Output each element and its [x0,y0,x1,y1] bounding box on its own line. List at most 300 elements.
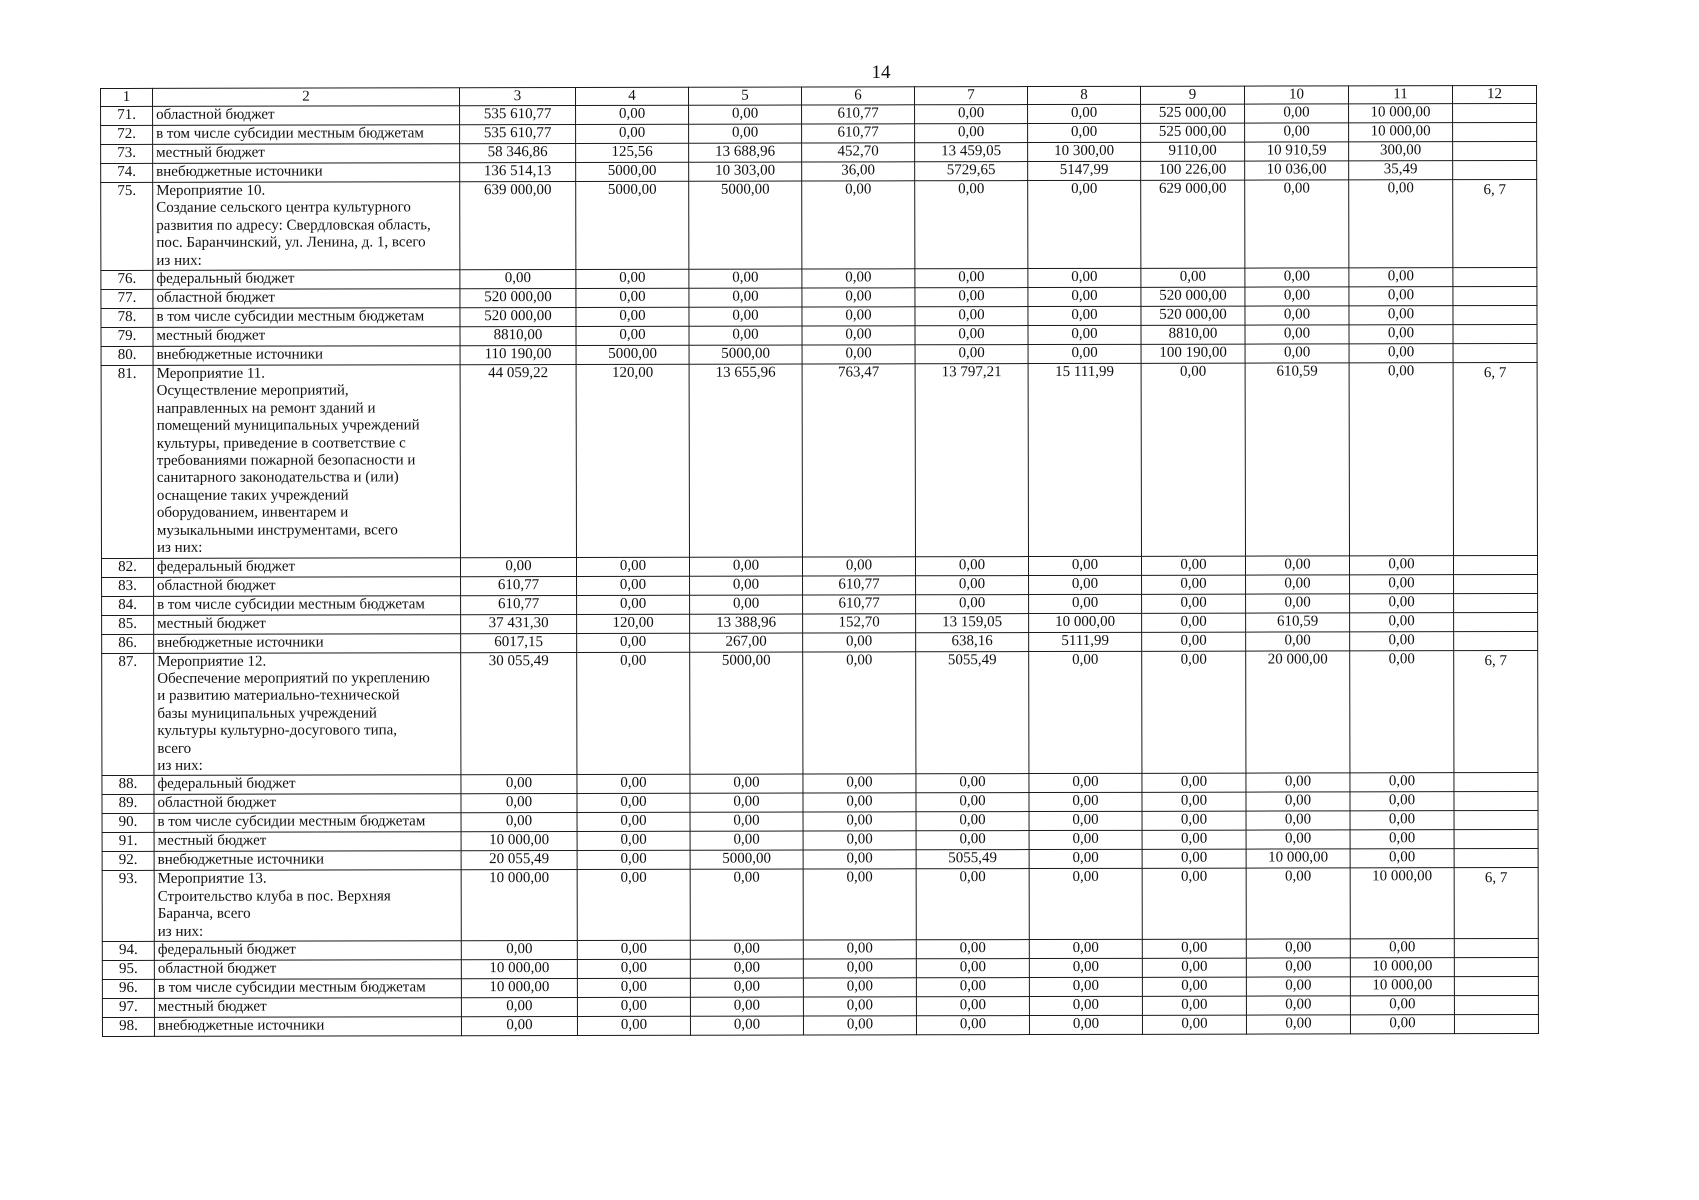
value-cell: 0,00 [460,270,576,289]
target-indicator-cell [1453,103,1537,122]
value-cell: 0,00 [1245,555,1349,574]
row-number: 95. [102,960,154,979]
value-cell: 0,00 [803,850,916,869]
row-name: федеральный бюджет [154,941,461,961]
row-number: 84. [102,596,154,615]
value-cell: 10 000,00 [1349,104,1453,123]
value-cell: 0,00 [576,557,689,576]
value-cell: 0,00 [802,326,915,345]
value-cell: 0,00 [915,345,1028,364]
target-indicator-cell [1454,995,1538,1014]
value-cell: 0,00 [1142,632,1246,651]
value-cell: 0,00 [1028,104,1141,123]
row-number: 80. [101,346,153,365]
value-cell: 5000,00 [576,162,689,181]
value-cell: 136 514,13 [460,163,576,182]
value-cell: 10 000,00 [1350,958,1454,977]
target-indicator-cell [1454,593,1538,612]
value-cell: 0,00 [916,594,1029,613]
value-cell: 10 000,00 [461,959,577,978]
value-cell: 0,00 [1142,977,1246,996]
value-cell: 0,00 [689,105,802,124]
value-cell: 6017,15 [461,633,577,652]
value-cell: 0,00 [1246,996,1350,1015]
target-indicator-cell [1454,574,1538,593]
row-name: в том числе субсидии местным бюджетам [154,979,461,999]
value-cell: 0,00 [915,307,1028,326]
value-cell: 300,00 [1349,142,1453,161]
value-cell: 20 000,00 [1246,650,1350,773]
value-cell: 0,00 [1142,849,1246,868]
value-cell: 0,00 [1350,939,1454,958]
target-indicator-cell [1453,306,1537,325]
value-cell: 10 000,00 [1350,977,1454,996]
value-cell: 535 610,77 [460,106,576,125]
value-cell: 0,00 [1142,811,1246,830]
value-cell: 0,00 [1142,939,1246,958]
row-number: 93. [102,871,154,942]
row-name: в том числе субсидии местным бюджетам [154,595,461,615]
value-cell: 0,00 [803,940,916,959]
value-cell: 0,00 [690,595,803,614]
target-indicator-cell [1453,325,1537,344]
value-cell: 13 688,96 [689,143,802,162]
value-cell: 0,00 [461,813,577,832]
value-cell: 10 000,00 [461,832,577,851]
value-cell: 0,00 [802,181,915,269]
value-cell: 10 000,00 [1029,613,1142,632]
target-indicator-cell [1454,792,1538,811]
header-cell: 2 [153,88,460,107]
target-indicator-cell: 6, 7 [1454,868,1538,939]
value-cell: 0,00 [1246,773,1350,792]
value-cell: 610,77 [803,594,916,613]
value-cell: 10 036,00 [1245,161,1349,180]
value-cell: 13 159,05 [916,613,1029,632]
value-cell: 5055,49 [916,850,1029,869]
row-number: 97. [102,998,154,1017]
value-cell: 0,00 [577,851,690,870]
header-cell: 7 [914,87,1027,105]
value-cell: 0,00 [1028,306,1141,325]
value-cell: 10 000,00 [461,978,577,997]
value-cell: 44 059,22 [460,365,576,558]
value-cell: 0,00 [1029,594,1142,613]
row-name: местный бюджет [154,832,461,852]
row-number: 85. [102,615,154,634]
value-cell: 5000,00 [689,345,802,364]
value-cell: 0,00 [461,997,577,1016]
value-cell: 0,00 [803,997,916,1016]
value-cell: 0,00 [1029,812,1142,831]
value-cell: 0,00 [576,288,689,307]
value-cell: 0,00 [690,576,803,595]
budget-table-container [100,85,1539,1037]
value-cell: 58 346,86 [460,144,576,163]
value-cell: 0,00 [690,812,803,831]
row-name: местный бюджет [154,614,461,634]
value-cell: 0,00 [1142,958,1246,977]
value-cell: 0,00 [690,793,803,812]
value-cell: 0,00 [915,288,1028,307]
value-cell: 0,00 [1246,792,1350,811]
value-cell: 5729,65 [915,162,1028,181]
value-cell: 0,00 [1246,939,1350,958]
value-cell: 5111,99 [1029,632,1142,651]
target-indicator-cell [1454,1014,1538,1033]
value-cell: 0,00 [576,124,689,143]
value-cell: 0,00 [1246,811,1350,830]
target-indicator-cell: 6, 7 [1454,650,1538,773]
value-cell: 5000,00 [576,181,689,269]
value-cell: 125,56 [576,143,689,162]
value-cell: 15 111,99 [1028,363,1141,556]
value-cell: 0,00 [1350,612,1454,631]
value-cell: 0,00 [915,181,1028,269]
value-cell: 0,00 [1246,1015,1350,1034]
target-indicator-cell [1454,631,1538,650]
target-indicator-cell [1454,612,1538,631]
table-body [101,85,1539,1036]
row-number: 89. [102,795,154,814]
value-cell: 0,00 [916,774,1029,793]
header-cell: 1 [101,88,153,106]
row-number: 71. [101,106,153,125]
value-cell: 13 459,05 [915,143,1028,162]
value-cell: 0,00 [460,557,576,576]
value-cell: 120,00 [577,614,690,633]
target-indicator-cell [1453,268,1537,287]
value-cell: 0,00 [916,793,1029,812]
value-cell: 0,00 [690,940,803,959]
value-cell: 0,00 [1349,180,1453,268]
value-cell: 0,00 [1246,868,1350,939]
value-cell: 0,00 [1029,996,1142,1015]
value-cell: 0,00 [577,1016,690,1035]
value-cell: 0,00 [1029,977,1142,996]
value-cell: 0,00 [1246,977,1350,996]
header-cell: 10 [1244,86,1348,104]
row-number: 73. [101,144,153,163]
value-cell: 37 431,30 [461,614,577,633]
value-cell: 0,00 [1349,306,1453,325]
row-name: внебюджетные источники [154,633,461,653]
value-cell: 0,00 [916,959,1029,978]
value-cell: 0,00 [577,576,690,595]
value-cell: 36,00 [802,162,915,181]
value-cell: 0,00 [803,869,916,940]
row-name: Мероприятие 10. Создание сельского центра культурного развития по адресу: Свердловская область, пос. Баранчинский, ул. Ленина, д. 1, всего из них: [153,182,460,271]
value-cell: 0,00 [1349,268,1453,287]
row-name: областной бюджет [153,289,460,309]
header-cell: 8 [1027,86,1140,104]
row-name: внебюджетные источники [154,1017,461,1037]
value-cell: 0,00 [1142,1015,1246,1034]
value-cell: 0,00 [916,831,1029,850]
value-cell: 13 797,21 [915,364,1028,557]
value-cell: 0,00 [689,288,802,307]
value-cell: 0,00 [577,940,690,959]
target-indicator-cell [1454,830,1538,849]
value-cell: 0,00 [1028,344,1141,363]
value-cell: 0,00 [1142,996,1246,1015]
row-number: 75. [101,182,153,270]
header-cell: 4 [576,87,689,105]
value-cell: 0,00 [690,1016,803,1035]
value-cell: 30 055,49 [461,652,577,775]
value-cell: 0,00 [1029,831,1142,850]
value-cell: 535 610,77 [460,125,576,144]
value-cell: 0,00 [1350,792,1454,811]
value-cell: 0,00 [1245,344,1349,363]
value-cell: 0,00 [1141,268,1245,287]
value-cell: 0,00 [803,978,916,997]
value-cell: 0,00 [1142,792,1246,811]
value-cell: 5000,00 [689,181,802,269]
row-name: областной бюджет [154,960,461,980]
value-cell: 5147,99 [1028,161,1141,180]
row-number: 86. [102,634,154,653]
value-cell: 5055,49 [916,651,1029,774]
value-cell: 0,00 [461,1016,577,1035]
value-cell: 763,47 [802,364,915,557]
value-cell: 0,00 [803,651,916,774]
value-cell: 0,00 [1029,850,1142,869]
value-cell: 0,00 [689,307,802,326]
row-name: в том числе субсидии местным бюджетам [153,308,460,328]
value-cell: 0,00 [1142,830,1246,849]
value-cell: 0,00 [576,326,689,345]
value-cell: 120,00 [576,364,689,557]
row-number: 82. [101,558,153,577]
target-indicator-cell [1454,773,1538,792]
value-cell: 0,00 [916,978,1029,997]
value-cell: 0,00 [689,557,802,576]
header-cell: 11 [1348,86,1452,104]
value-cell: 0,00 [802,307,915,326]
value-cell: 0,00 [1029,575,1142,594]
header-cell: 3 [460,88,576,106]
value-cell: 0,00 [1245,123,1349,142]
value-cell: 0,00 [1029,651,1142,774]
value-cell: 0,00 [1142,613,1246,632]
value-cell: 0,00 [1142,575,1246,594]
value-cell: 100 190,00 [1141,344,1245,363]
row-number: 76. [101,270,153,289]
target-indicator-cell [1453,160,1537,179]
value-cell: 0,00 [1028,287,1141,306]
value-cell: 0,00 [803,831,916,850]
value-cell: 0,00 [1246,574,1350,593]
value-cell: 0,00 [1246,830,1350,849]
value-cell: 0,00 [1028,180,1141,268]
value-cell: 0,00 [577,832,690,851]
target-indicator-cell [1453,555,1537,574]
value-cell: 0,00 [1350,849,1454,868]
value-cell: 0,00 [690,774,803,793]
value-cell: 0,00 [802,556,915,575]
value-cell: 0,00 [803,793,916,812]
value-cell: 10 000,00 [1349,123,1453,142]
value-cell: 35,49 [1349,161,1453,180]
table-row [101,363,1537,558]
value-cell: 610,77 [461,576,577,595]
row-number: 87. [102,653,154,776]
value-cell: 452,70 [802,143,915,162]
value-cell: 0,00 [1028,268,1141,287]
value-cell: 0,00 [915,105,1028,124]
value-cell: 0,00 [690,959,803,978]
value-cell: 0,00 [1245,306,1349,325]
target-indicator-cell [1454,976,1538,995]
value-cell: 0,00 [1028,325,1141,344]
row-name: местный бюджет [154,998,461,1018]
row-name: областной бюджет [154,794,461,814]
value-cell: 0,00 [1350,996,1454,1015]
value-cell: 0,00 [1350,631,1454,650]
value-cell: 0,00 [915,124,1028,143]
value-cell: 0,00 [1141,556,1245,575]
value-cell: 0,00 [1245,268,1349,287]
value-cell: 0,00 [577,978,690,997]
value-cell: 0,00 [577,959,690,978]
value-cell: 0,00 [1349,344,1453,363]
value-cell: 0,00 [802,345,915,364]
row-name: в том числе субсидии местным бюджетам [153,125,460,145]
value-cell: 0,00 [577,775,690,794]
value-cell: 0,00 [577,652,690,775]
value-cell: 5000,00 [576,345,689,364]
value-cell: 0,00 [916,1016,1029,1035]
value-cell: 0,00 [1141,363,1245,556]
value-cell: 10 910,59 [1245,142,1349,161]
value-cell: 5000,00 [690,850,803,869]
row-name: внебюджетные источники [153,163,460,183]
row-name: в том числе субсидии местным бюджетам [154,813,461,833]
table-row [102,650,1538,776]
value-cell: 0,00 [690,997,803,1016]
value-cell: 10 000,00 [461,870,577,941]
value-cell: 0,00 [690,978,803,997]
row-number: 94. [102,941,154,960]
header-cell: 12 [1452,85,1536,103]
value-cell: 0,00 [1246,593,1350,612]
target-indicator-cell [1454,849,1538,868]
value-cell: 0,00 [1350,830,1454,849]
value-cell: 0,00 [1349,363,1453,556]
value-cell: 0,00 [1350,650,1454,773]
value-cell: 5000,00 [690,652,803,775]
target-indicator-cell: 6, 7 [1453,363,1537,556]
value-cell: 0,00 [461,940,577,959]
header-cell: 6 [801,87,914,105]
row-name: Мероприятие 12. Обеспечение мероприятий по укреплению и развитию материально-технической базы муниципальных учреждений культуры культурно-досугового типа, всего из них: [154,652,461,775]
value-cell: 0,00 [1245,104,1349,123]
value-cell: 8810,00 [1141,325,1245,344]
row-name: Мероприятие 11. Осуществление мероприятий, направленных на ремонт зданий и помещений муниципальных учреждений культуры, приведение в соответствие с требованиями пожарной безопасности и санитарного законодательства и (или) оснащение таких учреждений оборудованием, инвентарем и музыкальными инструментами, всего из них: [153,365,460,558]
row-number: 92. [102,852,154,871]
value-cell: 0,00 [576,307,689,326]
row-number: 91. [102,833,154,852]
row-name: областной бюджет [154,576,461,596]
value-cell: 0,00 [576,269,689,288]
value-cell: 20 055,49 [461,851,577,870]
value-cell: 0,00 [1245,180,1349,268]
value-cell: 0,00 [1246,631,1350,650]
value-cell: 0,00 [1350,773,1454,792]
target-indicator-cell [1454,957,1538,976]
value-cell: 0,00 [577,813,690,832]
value-cell: 0,00 [1350,811,1454,830]
value-cell: 0,00 [461,794,577,813]
row-number: 79. [101,327,153,346]
value-cell: 0,00 [1350,574,1454,593]
value-cell: 0,00 [1029,793,1142,812]
value-cell: 0,00 [1029,869,1142,940]
row-number: 74. [101,163,153,182]
value-cell: 0,00 [1029,958,1142,977]
value-cell: 639 000,00 [460,182,576,270]
table-row [102,1014,1538,1036]
value-cell: 0,00 [1142,868,1246,939]
value-cell: 267,00 [690,633,803,652]
value-cell: 0,00 [803,774,916,793]
target-indicator-cell: 6, 7 [1453,179,1537,267]
value-cell: 0,00 [803,959,916,978]
value-cell: 0,00 [577,633,690,652]
value-cell: 0,00 [916,812,1029,831]
target-indicator-cell [1454,938,1538,957]
value-cell: 110 190,00 [460,346,576,365]
budget-table [100,85,1539,1037]
value-cell: 0,00 [1142,594,1246,613]
value-cell: 0,00 [1029,939,1142,958]
row-name: федеральный бюджет [153,270,460,290]
value-cell: 0,00 [1245,287,1349,306]
row-name: местный бюджет [153,144,460,164]
value-cell: 0,00 [577,595,690,614]
value-cell: 0,00 [915,556,1028,575]
row-number: 78. [101,308,153,327]
value-cell: 520 000,00 [460,308,576,327]
target-indicator-cell [1453,141,1537,160]
target-indicator-cell [1453,344,1537,363]
value-cell: 525 000,00 [1141,104,1245,123]
value-cell: 610,59 [1246,612,1350,631]
row-name: федеральный бюджет [154,775,461,795]
table-row [101,179,1537,270]
row-number: 90. [102,814,154,833]
value-cell: 10 000,00 [1350,868,1454,939]
value-cell: 0,00 [689,326,802,345]
value-cell: 0,00 [915,326,1028,345]
value-cell: 0,00 [803,632,916,651]
value-cell: 525 000,00 [1141,123,1245,142]
value-cell: 610,77 [461,595,577,614]
value-cell: 0,00 [577,997,690,1016]
value-cell: 10 300,00 [1028,142,1141,161]
page-number: 14 [871,62,891,83]
value-cell: 629 000,00 [1141,180,1245,268]
value-cell: 152,70 [803,613,916,632]
row-number: 83. [102,577,154,596]
value-cell: 0,00 [1142,773,1246,792]
value-cell: 0,00 [1029,1015,1142,1034]
value-cell: 0,00 [915,269,1028,288]
value-cell: 0,00 [1349,555,1453,574]
value-cell: 610,59 [1245,363,1349,556]
value-cell: 0,00 [689,269,802,288]
